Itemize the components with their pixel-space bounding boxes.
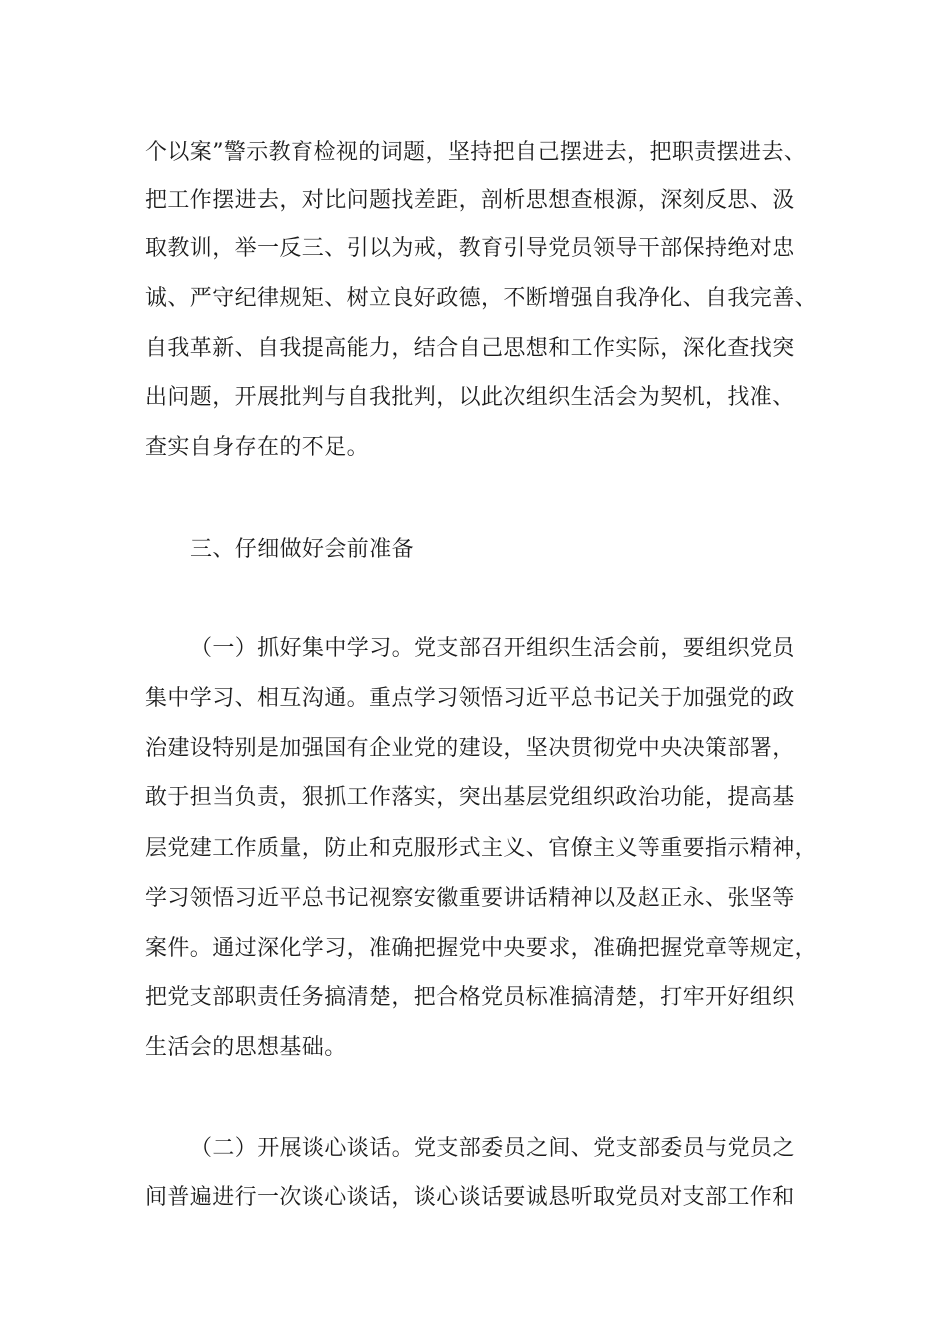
paragraph-line: 自我革新、自我提高能力，结合自己思想和工作实际，深化查找突 (145, 336, 795, 361)
paragraph-line: 层党建工作质量，防止和克服形式主义、官僚主义等重要指示精神， (145, 836, 818, 861)
paragraph-line: 出问题，开展批判与自我批判，以此次组织生活会为契机，找准、 (145, 385, 795, 410)
paragraph-line: （一）抓好集中学习。党支部召开组织生活会前，要组织党员 (190, 636, 795, 661)
paragraph-line: 把工作摆进去，对比问题找差距，剖析思想查根源，深刻反思、汲 (145, 188, 795, 213)
section-heading: 三、仔细做好会前准备 (190, 537, 415, 562)
paragraph-line: 治建设特别是加强国有企业党的建设，坚决贯彻党中央决策部署， (145, 736, 795, 761)
paragraph-line: 取教训，举一反三、引以为戒，教育引导党员领导干部保持绝对忠 (145, 236, 795, 261)
paragraph-line: 集中学习、相互沟通。重点学习领悟习近平总书记关于加强党的政 (145, 686, 795, 711)
paragraph-line: 案件。通过深化学习，准确把握党中央要求，准确把握党章等规定， (145, 936, 818, 961)
paragraph-line: 诚、严守纪律规矩、树立良好政德，不断增强自我净化、自我完善、 (145, 286, 818, 311)
paragraph-line: （二）开展谈心谈话。党支部委员之间、党支部委员与党员之 (190, 1136, 795, 1161)
paragraph-line: 生活会的思想基础。 (145, 1035, 347, 1060)
paragraph-line: 把党支部职责任务搞清楚，把合格党员标准搞清楚，打牢开好组织 (145, 985, 795, 1010)
paragraph-line: 敢于担当负责，狠抓工作落实，突出基层党组织政治功能，提高基 (145, 785, 795, 810)
paragraph-line: 学习领悟习近平总书记视察安徽重要讲话精神以及赵正永、张坚等 (145, 886, 795, 911)
paragraph-line: 个以案”警示教育检视的词题，坚持把自己摆进去，把职责摆进去、 (145, 140, 807, 165)
paragraph-line: 间普遍进行一次谈心谈话，谈心谈话要诚恳听取党员对支部工作和 (145, 1185, 795, 1210)
paragraph-line: 查实自身存在的不足。 (145, 435, 370, 460)
